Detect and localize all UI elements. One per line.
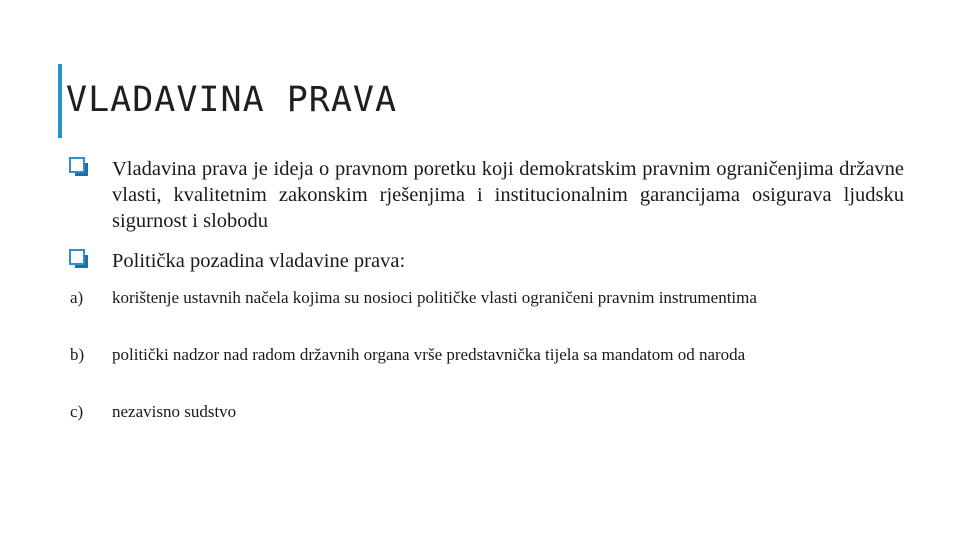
bullet-item xyxy=(68,156,904,236)
list-marker: a) xyxy=(70,288,84,307)
checkbox-square-icon xyxy=(68,248,90,270)
bullet-text: Politička pozadina vladavine prava: xyxy=(112,250,406,272)
list-item-text: politički nadzor nad radom državnih organa vrše predstavnička tijela sa mandatom od naroda xyxy=(112,345,746,364)
list-marker: b) xyxy=(70,345,85,364)
list-marker: c) xyxy=(70,402,84,421)
list-item-text: korištenje ustavnih načela kojima su nosioci političke vlasti ograničeni pravnim instrumentima xyxy=(112,288,757,307)
bullet-item xyxy=(68,248,904,276)
list-item xyxy=(68,401,904,425)
checkbox-square-icon xyxy=(68,156,90,178)
list-item xyxy=(68,344,904,390)
bullet-text: Vladavina prava je ideja o pravnom poretku koji demokratskim pravnim ograničenjima državne vlasti, kvalitetnim zakonskim rješenjima i institucionalnim garancijama osigurava ljudsku sigurnost i slobodu xyxy=(112,158,904,232)
list-item xyxy=(68,287,904,333)
title-accent-bar xyxy=(58,64,62,138)
list-item-text: nezavisno sudstvo xyxy=(112,402,237,421)
slide-title: VLADAVINA PRAVA xyxy=(66,80,398,120)
